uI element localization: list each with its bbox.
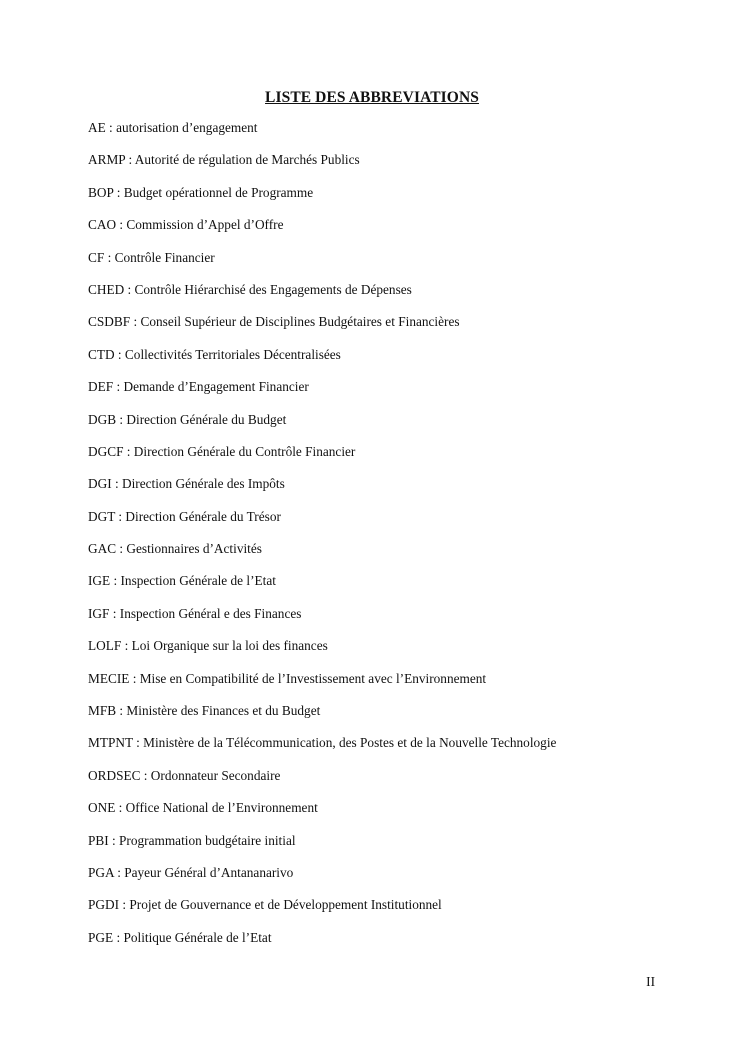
- page-title: LISTE DES ABBREVIATIONS: [265, 89, 479, 106]
- abbreviation-entry: PGA : Payeur Général d’Antananarivo: [88, 864, 294, 880]
- abbreviation-entry: MECIE : Mise en Compatibilité de l’Investissement avec l’Environnement: [88, 670, 487, 686]
- abbreviation-entry: DGB : Direction Générale du Budget: [88, 411, 287, 427]
- abbreviation-entry: MTPNT : Ministère de la Télécommunication, des Postes et de la Nouvelle Technologie: [88, 735, 557, 751]
- abbreviation-entry: MFB : Ministère des Finances et du Budget: [88, 703, 321, 719]
- abbreviation-entry: CF : Contrôle Financier: [88, 249, 215, 265]
- abbreviation-entry: PGDI : Projet de Gouvernance et de Développement Institutionnel: [88, 897, 442, 913]
- abbreviation-entry: PGE : Politique Générale de l’Etat: [88, 929, 272, 945]
- abbreviation-entry: ORDSEC : Ordonnateur Secondaire: [88, 767, 281, 783]
- abbreviation-entry: IGF : Inspection Général e des Finances: [88, 605, 302, 621]
- page-number: II: [646, 974, 655, 989]
- abbreviation-entry: CTD : Collectivités Territoriales Décentralisées: [88, 346, 341, 362]
- abbreviation-entry: CHED : Contrôle Hiérarchisé des Engagements de Dépenses: [88, 281, 412, 297]
- abbreviation-entry: DEF : Demande d’Engagement Financier: [88, 379, 309, 395]
- abbreviation-entry: ONE : Office National de l’Environnement: [88, 800, 318, 816]
- abbreviation-entry: BOP : Budget opérationnel de Programme: [88, 184, 314, 200]
- abbreviation-entry: DGI : Direction Générale des Impôts: [88, 476, 285, 492]
- abbreviation-entry: IGE : Inspection Générale de l’Etat: [88, 573, 276, 589]
- abbreviation-entry: AE : autorisation d’engagement: [88, 120, 258, 135]
- abbreviation-entry: DGT : Direction Générale du Trésor: [88, 508, 281, 524]
- abbreviation-entry: CSDBF : Conseil Supérieur de Disciplines Budgétaires et Financières: [88, 314, 460, 330]
- abbreviation-list: [88, 118, 708, 960]
- abbreviation-entry: PBI : Programmation budgétaire initial: [88, 832, 296, 848]
- abbreviation-entry: GAC : Gestionnaires d’Activités: [88, 541, 262, 557]
- abbreviation-entry: LOLF : Loi Organique sur la loi des finances: [88, 638, 328, 654]
- abbreviation-entry: DGCF : Direction Générale du Contrôle Financier: [88, 443, 356, 459]
- abbreviation-entry: CAO : Commission d’Appel d’Offre: [88, 217, 284, 233]
- abbreviation-entry: ARMP : Autorité de régulation de Marchés Publics: [88, 152, 360, 168]
